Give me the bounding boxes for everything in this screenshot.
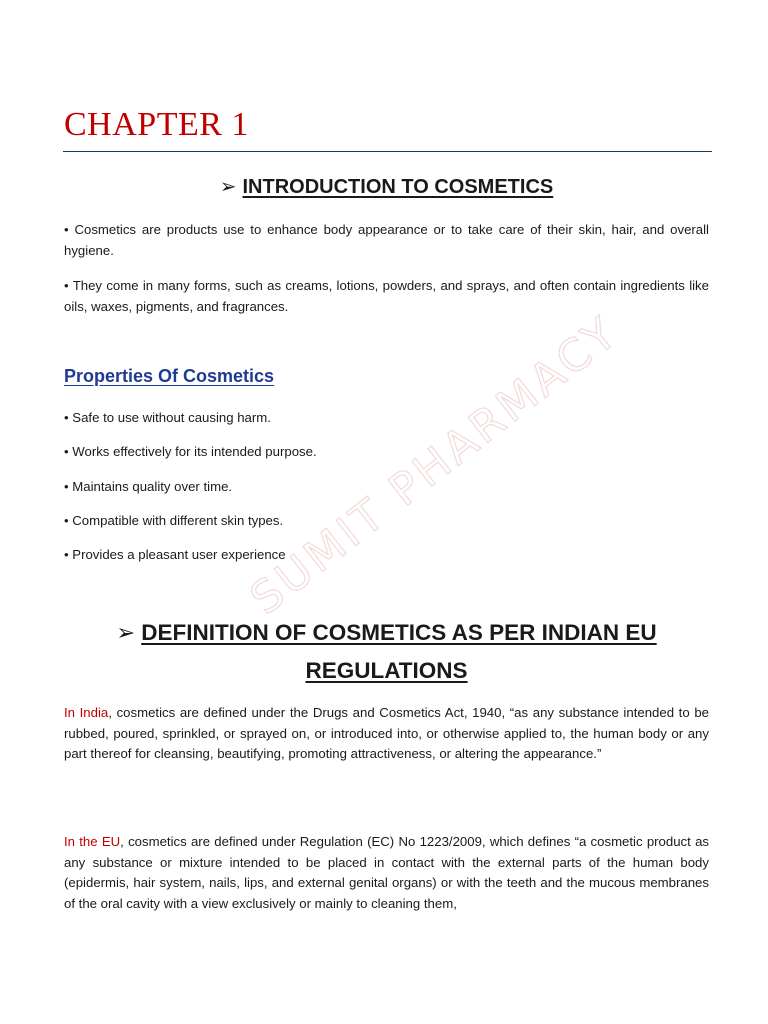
- arrow-bullet-icon: ➢: [116, 620, 136, 645]
- property-item: • Safe to use without causing harm.: [64, 410, 271, 425]
- definition-heading-text: DEFINITION OF COSMETICS AS PER INDIAN EU REGULATIONS: [141, 620, 657, 683]
- watermark: SUMIT PHARMACY: [241, 306, 629, 625]
- chapter-divider: [63, 151, 712, 152]
- india-definition: [64, 703, 709, 765]
- intro-paragraph-1: • Cosmetics are products use to enhance body appearance or to take care of their skin, hair, and overall hygiene.: [64, 222, 709, 258]
- property-item: • Provides a pleasant user experience: [64, 547, 286, 562]
- eu-definition-text: , cosmetics are defined under Regulation (EC) No 1223/2009, which defines “a cosmetic product as any substance or mixture intended to be placed in contact with the external parts of the human body (epidermis, hair system, nails, lips, and external genital organs) or with the teeth and the mucous membranes of the oral cavity with a view exclusively or mainly to cleaning them,: [64, 834, 710, 911]
- intro-paragraph-2: • They come in many forms, such as creams, lotions, powders, and sprays, and often contain ingredients like oils, waxes, pigments, and fragrances.: [64, 278, 709, 314]
- arrow-bullet-icon: ➢: [219, 176, 237, 198]
- intro-heading: [64, 174, 709, 199]
- property-item: • Maintains quality over time.: [64, 479, 233, 494]
- india-label: In India: [64, 705, 109, 720]
- properties-heading: Properties Of Cosmetics: [64, 366, 275, 386]
- india-definition-text: , cosmetics are defined under the Drugs and Cosmetics Act, 1940, “as any substance intended to be rubbed, poured, sprinkled, or sprayed on, or introduced into, or otherwise applied to, the human body or any part thereof for cleansing, beautifying, promoting attractiveness, or altering the appearance.”: [64, 705, 709, 761]
- intro-heading-text: INTRODUCTION TO COSMETICS: [242, 176, 554, 198]
- property-item: • Compatible with different skin types.: [64, 513, 284, 528]
- eu-label: In the EU: [64, 834, 121, 849]
- chapter-title: CHAPTER 1: [64, 106, 249, 143]
- property-item: • Works effectively for its intended purpose.: [64, 444, 317, 459]
- definition-heading: [64, 614, 709, 690]
- eu-definition: [64, 832, 709, 914]
